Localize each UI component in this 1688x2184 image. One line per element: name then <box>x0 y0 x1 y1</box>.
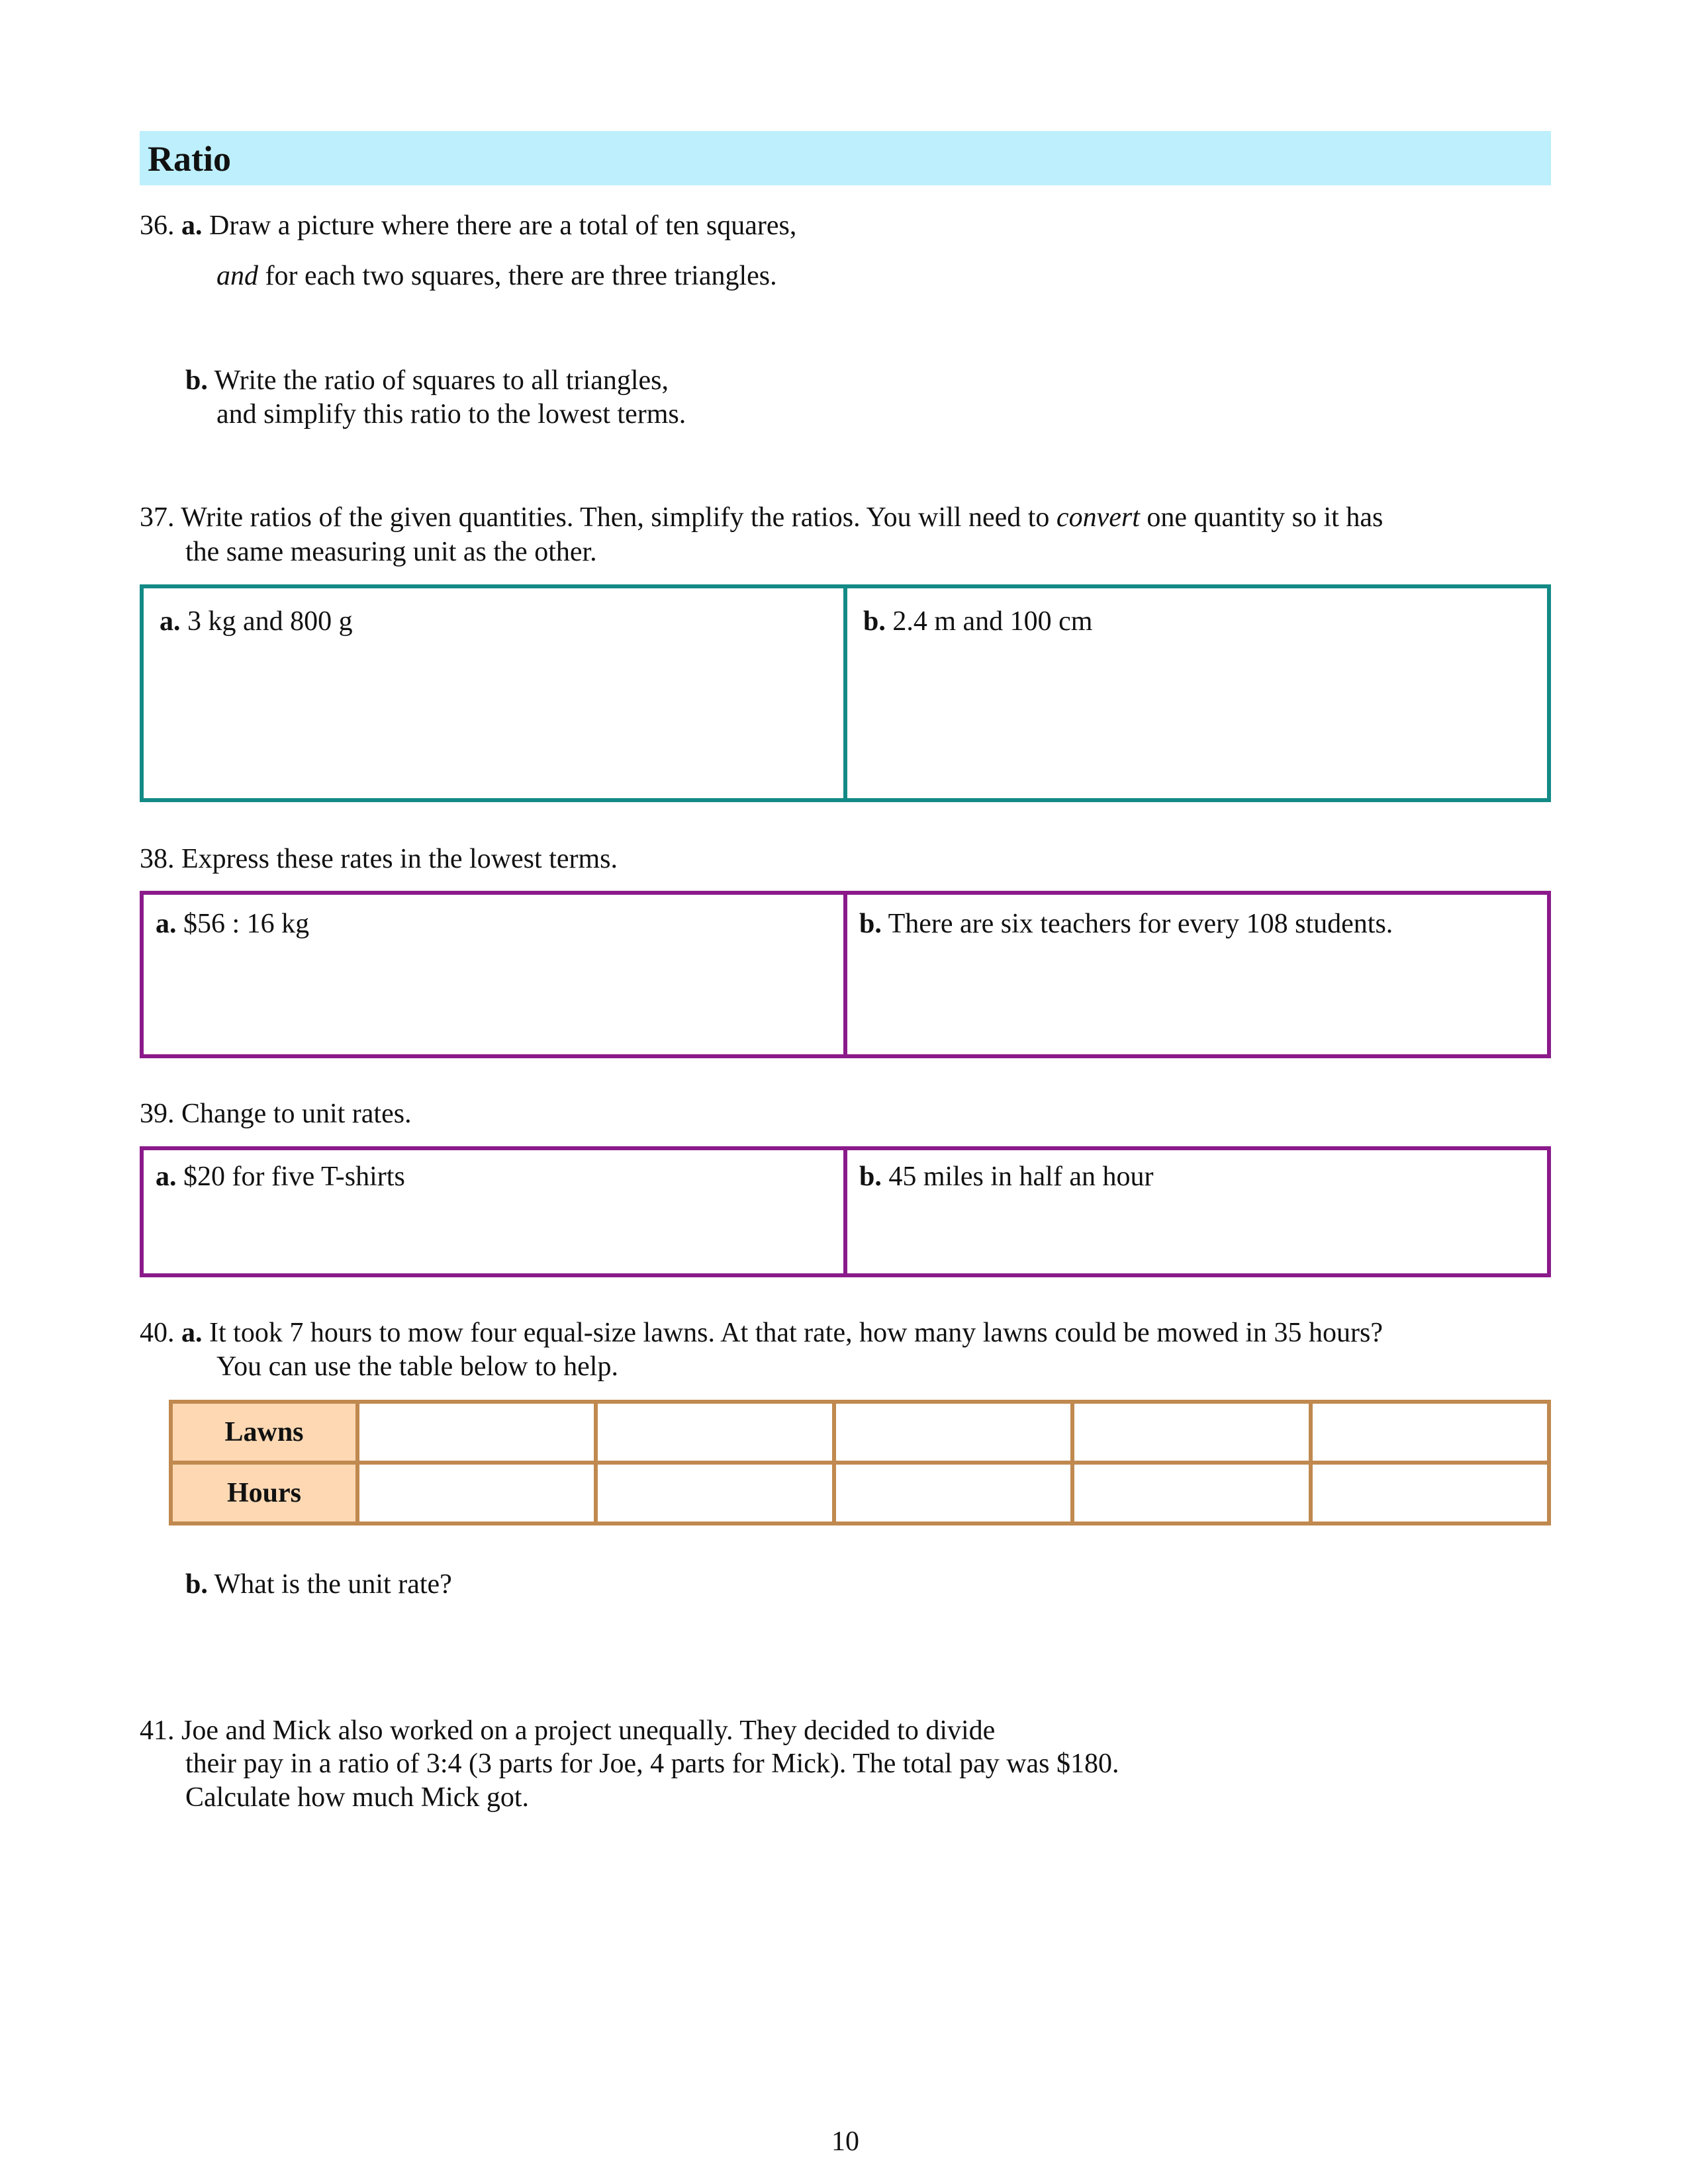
q36b-line1: b. Write the ratio of squares to all triangles, <box>185 365 669 396</box>
q38-text: 38. Express these rates in the lowest terms. <box>140 844 618 874</box>
table-row <box>171 1463 1549 1524</box>
table-cell[interactable] <box>834 1463 1072 1524</box>
table-row <box>171 1402 1549 1463</box>
q37-line2: the same measuring unit as the other. <box>185 537 597 567</box>
q40b-text: b. What is the unit rate? <box>185 1569 452 1600</box>
q38-answer-box <box>140 891 1551 1058</box>
q41-line2: their pay in a ratio of 3:4 (3 parts for Joe, 4 parts for Mick). The total pay was $180. <box>185 1749 1119 1779</box>
q37a-answer-area[interactable]: a. 3 kg and 800 g <box>160 606 353 637</box>
lawns-hours-table <box>169 1400 1551 1525</box>
table-cell[interactable] <box>1072 1402 1311 1463</box>
q39a-answer-area[interactable]: a. $20 for five T-shirts <box>156 1161 405 1192</box>
q41-line3: Calculate how much Mick got. <box>185 1782 530 1813</box>
section-title: Ratio <box>148 139 231 179</box>
table-cell[interactable] <box>596 1402 834 1463</box>
q40-line1: 40. a. It took 7 hours to mow four equal-size lawns. At that rate, how many lawns could be mowed in 35 hours? <box>140 1318 1383 1348</box>
table-cell[interactable] <box>357 1463 596 1524</box>
table-cell[interactable] <box>1311 1463 1549 1524</box>
q36b-line2: and simplify this ratio to the lowest terms. <box>216 399 686 430</box>
q38a-answer-area[interactable]: a. $56 : 16 kg <box>156 909 310 939</box>
row-header-lawns: Lawns <box>171 1402 357 1463</box>
table-cell[interactable] <box>596 1463 834 1524</box>
q37b-answer-area[interactable]: b. 2.4 m and 100 cm <box>843 588 1547 798</box>
q36-line2: and for each two squares, there are three triangles. <box>216 261 777 291</box>
table-cell[interactable] <box>357 1402 596 1463</box>
q37-line1: 37. Write ratios of the given quantities. Then, simplify the ratios. You will need to convert one quantity so it has <box>140 502 1383 533</box>
q38b-answer-area[interactable]: b. There are six teachers for every 108 students. <box>843 895 1547 1054</box>
q39b-answer-area[interactable]: b. 45 miles in half an hour <box>843 1150 1547 1273</box>
table-cell[interactable] <box>834 1402 1072 1463</box>
page-number: 10 <box>831 2126 859 2157</box>
table-cell[interactable] <box>1072 1463 1311 1524</box>
q36-line1: 36. a. Draw a picture where there are a total of ten squares, <box>140 210 797 241</box>
q41-line1: 41. Joe and Mick also worked on a project unequally. They decided to divide <box>140 1715 996 1746</box>
q37-answer-box <box>140 584 1551 802</box>
q39-text: 39. Change to unit rates. <box>140 1099 412 1129</box>
table-cell[interactable] <box>1311 1402 1549 1463</box>
row-header-hours: Hours <box>171 1463 357 1524</box>
section-header <box>140 131 1551 185</box>
q40-line2: You can use the table below to help. <box>216 1351 618 1382</box>
q39-answer-box <box>140 1146 1551 1277</box>
